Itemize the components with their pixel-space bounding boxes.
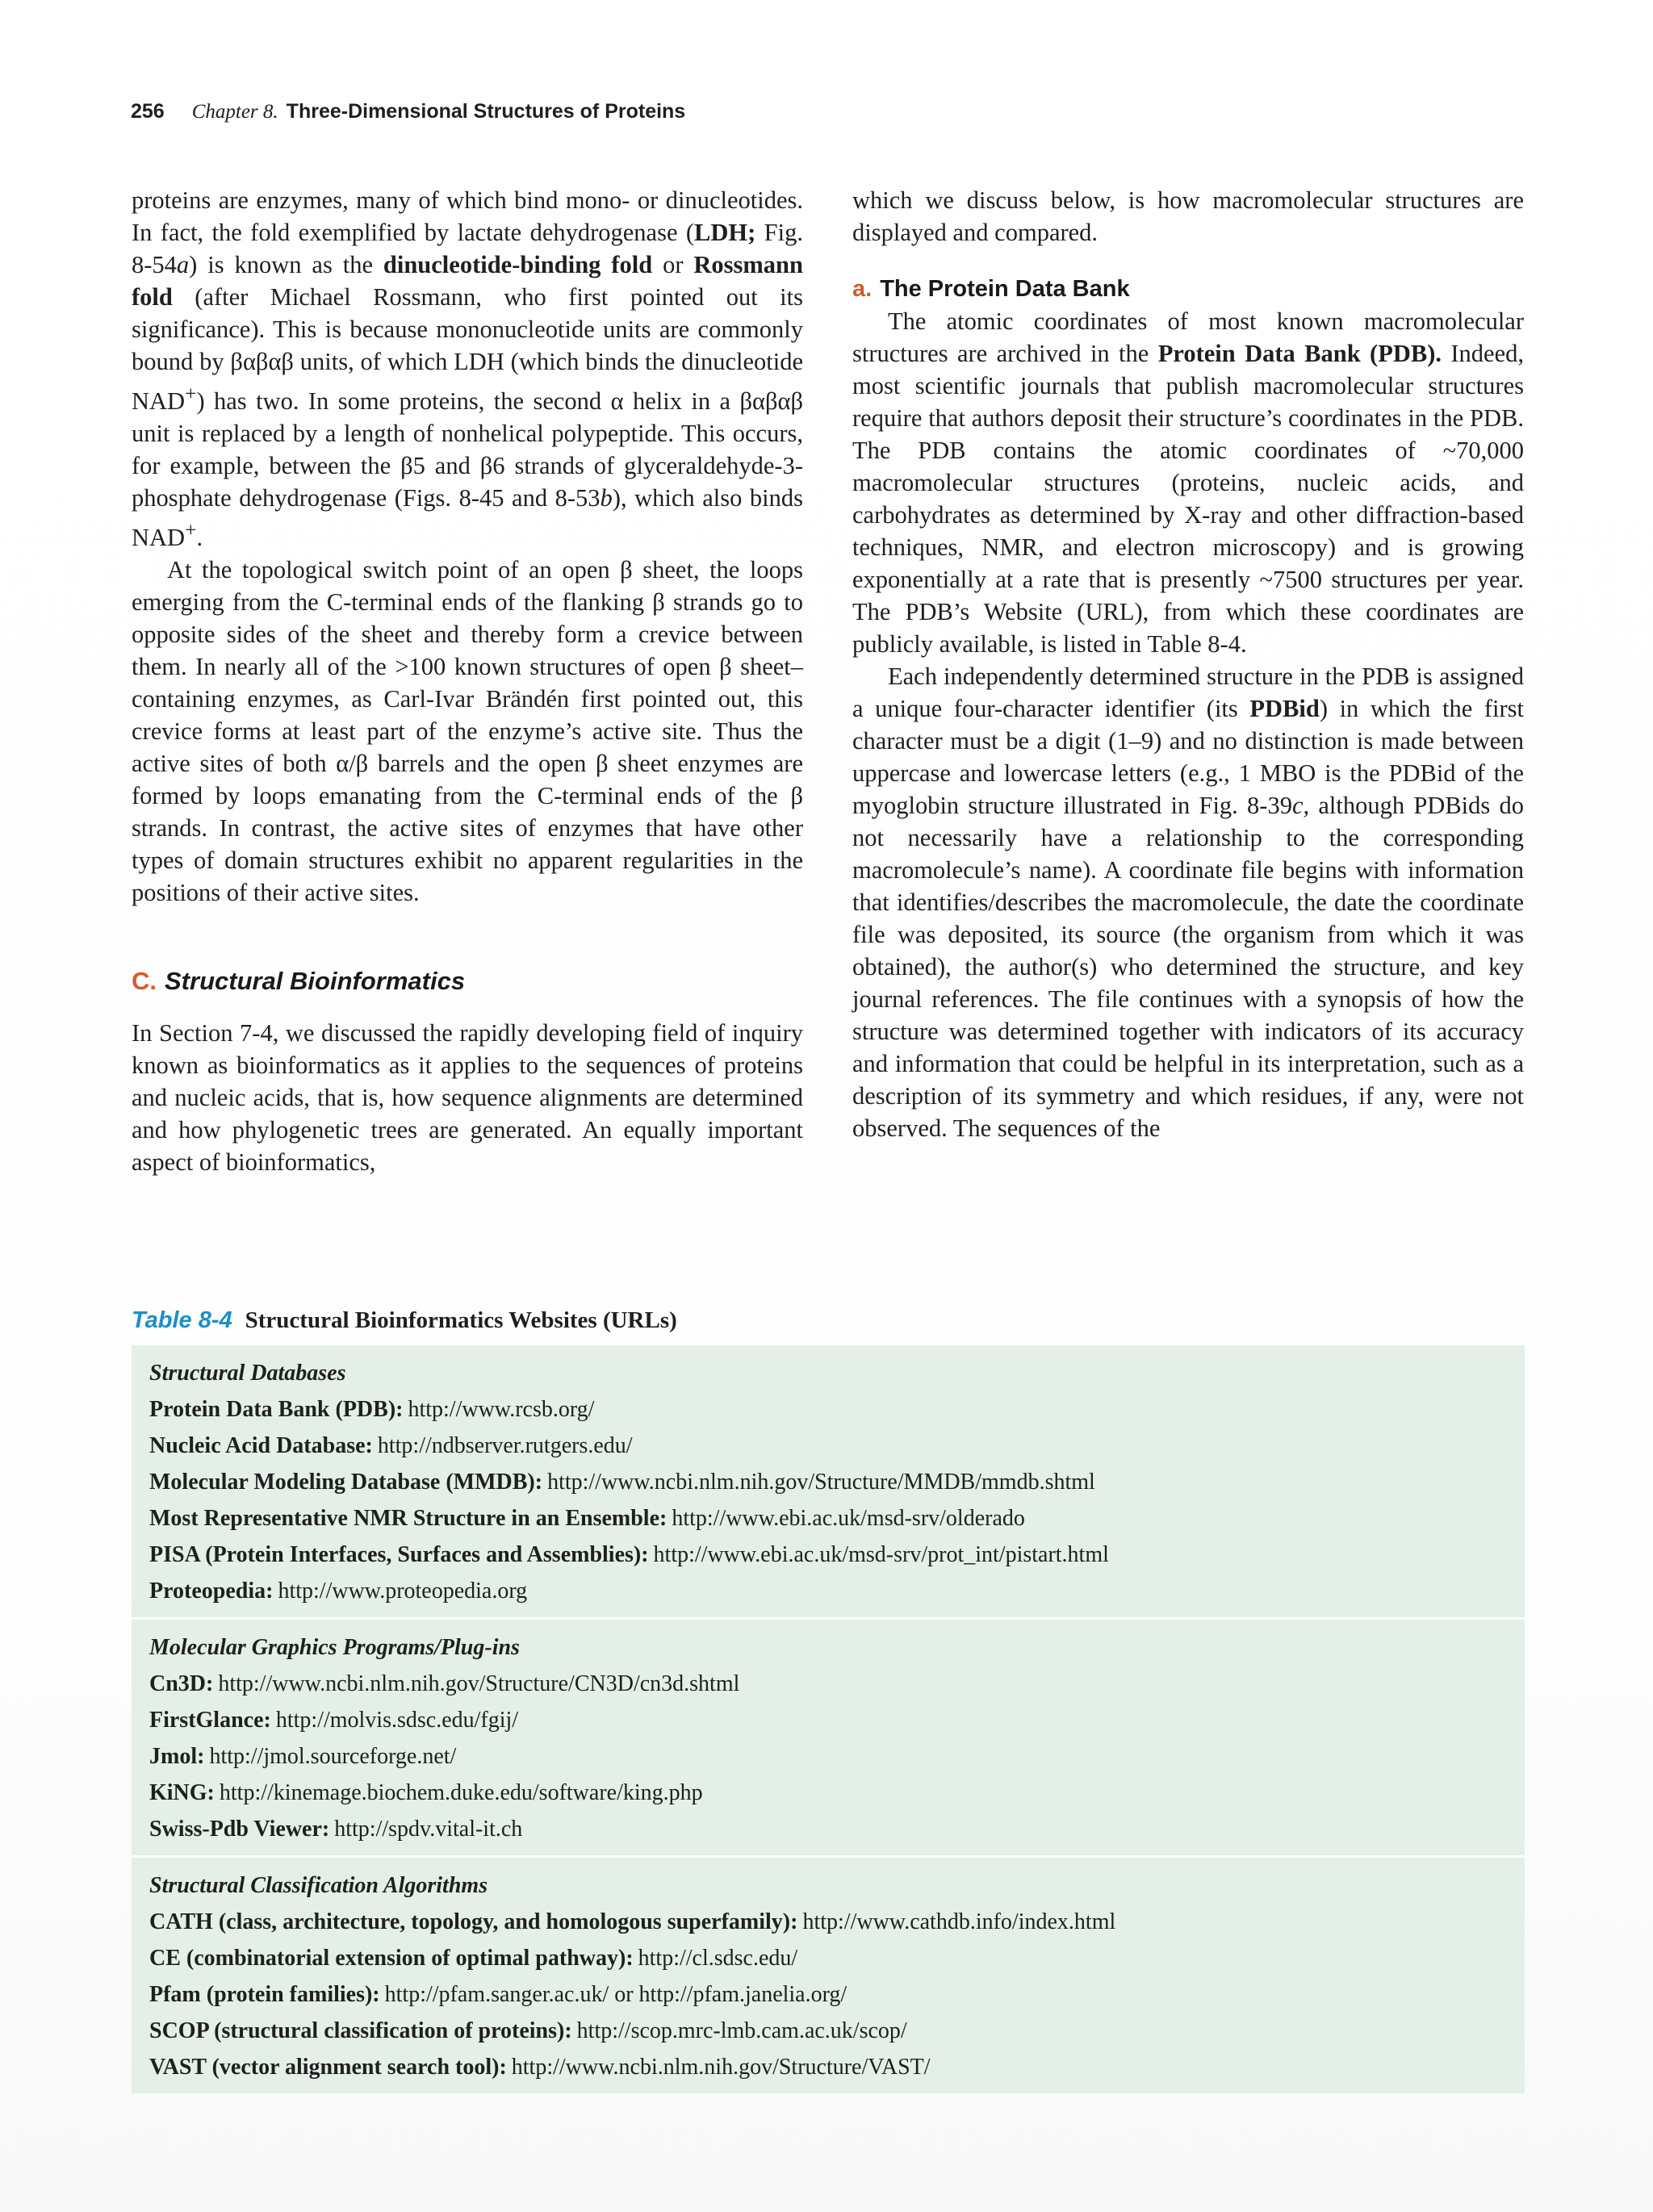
table-row: Molecular Modeling Database (MMDB): http://www.ncbi.nlm.nih.gov/Structure/MMDB/mmdb.shtml (149, 1470, 1095, 1495)
table-row: Cn3D: http://www.ncbi.nlm.nih.gov/Structure/CN3D/cn3d.shtml (149, 1671, 740, 1696)
url-link[interactable]: http://kinemage.biochem.duke.edu/software/king.php (219, 1780, 703, 1805)
table-row: Most Representative NMR Structure in an Ensemble: http://www.ebi.ac.uk/msd-srv/olderado (149, 1506, 1025, 1531)
chapter-title: Three-Dimensional Structures of Proteins (286, 100, 686, 123)
url-link[interactable]: http://www.ebi.ac.uk/msd-srv/olderado (672, 1506, 1025, 1531)
url-link[interactable]: http://ndbserver.rutgers.edu/ (377, 1433, 633, 1458)
table-row: Swiss-Pdb Viewer: http://spdv.vital-it.ch (149, 1817, 523, 1842)
url-link[interactable]: http://molvis.sdsc.edu/fgij/ (275, 1708, 519, 1733)
url-link[interactable]: http://www.proteopedia.org (278, 1579, 528, 1604)
page-number: 256 (131, 100, 165, 123)
url-link[interactable]: http://www.ebi.ac.uk/msd-srv/prot_int/pistart.html (653, 1542, 1109, 1567)
table-row: VAST (vector alignment search tool): http://www.ncbi.nlm.nih.gov/Structure/VAST/ (149, 2055, 931, 2080)
table-title: Structural Bioinformatics Websites (URLs) (245, 1307, 677, 1333)
table-row: FirstGlance: http://molvis.sdsc.edu/fgij/ (149, 1708, 519, 1733)
table-row: Proteopedia: http://www.proteopedia.org (149, 1579, 528, 1604)
url-link[interactable]: http://jmol.sourceforge.net/ (209, 1744, 457, 1769)
table-row: CATH (class, architecture, topology, and homologous superfamily): http://www.cathdb.info/index.html (149, 1909, 1116, 1934)
table-row: Jmol: http://jmol.sourceforge.net/ (149, 1744, 457, 1769)
running-head (131, 100, 685, 123)
websites-table (132, 1345, 1525, 2093)
chapter-label: Chapter 8. (191, 101, 278, 123)
table-row: Pfam (protein families): http://pfam.sanger.ac.uk/ or http://pfam.janelia.org/ (149, 1982, 847, 2007)
left-column (132, 184, 803, 1178)
paragraph-pdbid: Each independently determined structure in the PDB is assigned a unique four-character identifier (its PDBid) in which the first character must be a digit (1–9) and no distinction is made between uppercase and lowercase letters (e.g., 1 MBO is the PDBid of the myoglobin structure illustrated in Fig. 8-39c, although PDBids do not necessarily have a relationship to the corresponding macromolecule’s name). A coordinate file begins with information that identifies/describes the macromolecule, the date the coordinate file was deposited, its source (the organism from which it was obtained), the author(s) who determined the structure, and key journal references. The file continues with a synopsis of how the structure was determined together with indicators of its accuracy and information that could be helpful in its interpretation, such as a description of its symmetry and which residues, if any, were not observed. The sequences of the (852, 663, 1525, 1142)
url-link[interactable]: http://www.ncbi.nlm.nih.gov/Structure/MMDB/mmdb.shtml (547, 1470, 1095, 1495)
table-row: SCOP (structural classification of proteins): http://scop.mrc-lmb.cam.ac.uk/scop/ (149, 2018, 907, 2043)
table-row: Protein Data Bank (PDB): http://www.rcsb.org/ (149, 1397, 595, 1422)
section-heading: C. Structural Bioinformatics (132, 967, 466, 996)
paragraph-rossmann: proteins are enzymes, many of which bind mono- or dinucleotides. In fact, the fold exemplified by lactate dehydrogenase (LDH; Fig. 8-54a) is known as the dinucleotide-binding fold or Rossmann fold (after Michael Rossmann, who first pointed out its significance). This is because mononucleotide units are commonly bound by βαβαβ units, of which LDH (which binds the dinucleotide NAD+) has two. In some proteins, the second α helix in a βαβαβ unit is replaced by a length of nonhelical polypeptide. This occurs, for example, between the β5 and β6 strands of glyceraldehyde-3-phosphate dehydrogenase (Figs. 8-45 and 8-53b), which also binds NAD+. (132, 186, 803, 552)
table-section-heading: Structural Classification Algorithms (149, 1873, 488, 1898)
paragraph-bioinformatics: In Section 7-4, we discussed the rapidly developing field of inquiry known as bioinformatics as it applies to the sequences of proteins and nucleic acids, that is, how sequence alignments are determined and how phylogenetic trees are generated. An equally important aspect of bioinformatics, (132, 1019, 803, 1177)
url-link[interactable]: http://cl.sdsc.edu/ (638, 1946, 798, 1971)
table-row: CE (combinatorial extension of optimal pathway): http://cl.sdsc.edu/ (149, 1946, 798, 1971)
url-link[interactable]: http://www.ncbi.nlm.nih.gov/Structure/CN3D/cn3d.shtml (218, 1671, 740, 1696)
right-column (852, 184, 1524, 1144)
url-link[interactable]: http://www.ncbi.nlm.nih.gov/Structure/VAST/ (511, 2055, 931, 2080)
url-link[interactable]: http://pfam.sanger.ac.uk/ or http://pfam.janelia.org/ (384, 1982, 847, 2007)
url-link[interactable]: http://www.rcsb.org/ (408, 1397, 595, 1422)
table-row: Nucleic Acid Database: http://ndbserver.rutgers.edu/ (149, 1433, 633, 1458)
table-section-heading: Structural Databases (149, 1361, 346, 1386)
table-section (132, 1620, 1525, 1858)
table-section-heading: Molecular Graphics Programs/Plug-ins (149, 1635, 520, 1660)
url-link[interactable]: http://scop.mrc-lmb.cam.ac.uk/scop/ (576, 2018, 907, 2043)
table-row: PISA (Protein Interfaces, Surfaces and Assemblies): http://www.ebi.ac.uk/msd-srv/prot_int/pistart.html (149, 1542, 1109, 1567)
table-caption (132, 1307, 677, 1334)
table-row: KiNG: http://kinemage.biochem.duke.edu/software/king.php (149, 1780, 703, 1805)
paragraph-continuation: which we discuss below, is how macromolecular structures are displayed and compared. (852, 186, 1524, 246)
url-link[interactable]: http://spdv.vital-it.ch (334, 1817, 523, 1842)
table-section (132, 1345, 1525, 1620)
paragraph-topological-switch: At the topological switch point of an open β sheet, the loops emerging from the C-terminal ends of the flanking β strands go to opposite sides of the sheet and thereby form a crevice between them. In nearly all of the >100 known structures of open β sheet–containing enzymes, as Carl-Ivar Brändén first pointed out, this crevice forms at least part of the enzyme’s active site. Thus the active sites of both α/β barrels and the open β sheet enzymes are formed by loops emanating from the C-terminal ends of the β strands. In contrast, the active sites of enzymes that have other types of domain structures exhibit no apparent regularities in the positions of their active sites. (132, 556, 803, 907)
table-section (132, 1858, 1525, 2093)
url-link[interactable]: http://www.cathdb.info/index.html (802, 1909, 1116, 1934)
table-label: Table 8-4 (132, 1307, 232, 1333)
subsection-heading: a. The Protein Data Bank (852, 276, 1130, 302)
paragraph-pdb: The atomic coordinates of most known macromolecular structures are archived in the Protein Data Bank (PDB). Indeed, most scientific journals that publish macromolecular structures require that authors deposit their structure’s coordinates in the PDB. The PDB contains the atomic coordinates of ~70,000 macromolecular structures (proteins, nucleic acids, and carbohydrates as determined by X-ray and other diffraction-based techniques, NMR, and electron microscopy) and is growing exponentially at a rate that is presently ~7500 structures per year. The PDB’s Website (URL), from which these coordinates are publicly available, is listed in Table 8-4. (852, 307, 1524, 658)
